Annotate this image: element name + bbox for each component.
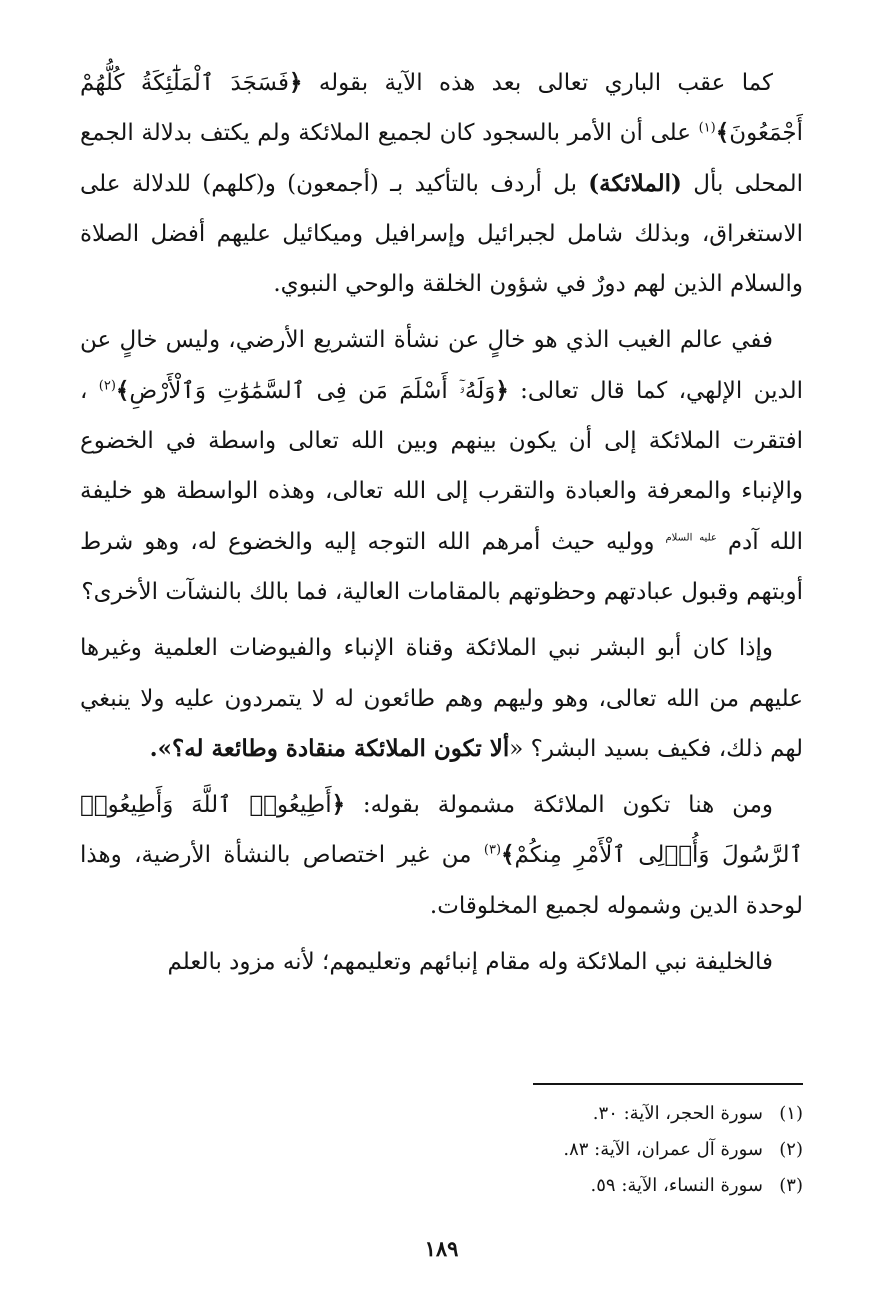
footnote-divider xyxy=(533,1083,803,1085)
footnote-number: (١) xyxy=(779,1103,803,1124)
salutation-glyph: عليه السلام xyxy=(665,532,717,544)
text-segment: من غير اختصاص بالنشأة الأرضية، وهذا لوحدة الدين وشموله لجميع المخلوقات. xyxy=(80,842,803,919)
quran-bracket-close: ﴾ xyxy=(715,119,730,147)
paragraph-4 xyxy=(80,780,803,931)
quran-bracket-close: ﴾ xyxy=(115,376,130,404)
footnote-number: (٣) xyxy=(779,1175,803,1196)
quran-verse: وَلَهُۥٓ أَسْلَمَ مَن فِى ٱلسَّمَٰوَٰتِ وَٱلْأَرْضِ xyxy=(129,377,496,404)
footnote-ref-3: (٣) xyxy=(483,842,502,858)
quran-bracket-open: ﴿ xyxy=(289,69,303,96)
footnote-ref-2: (٢) xyxy=(98,378,116,394)
quran-bracket-open: ﴿ xyxy=(331,791,346,819)
paragraph-5 xyxy=(80,937,803,987)
text-segment: فالخليفة نبي الملائكة وله مقام إنبائهم وتعليمهم؛ لأنه مزود بالعلم xyxy=(167,949,773,976)
text-segment: ووليه حيث أمرهم الله التوجه إليه والخضوع له، وهو شرط أوبتهم وقبول عبادتهم وحظوتهم بالمقامات العالية، فما بالك بالنشآت الأخرى؟ xyxy=(80,528,803,605)
footnote-number: (٢) xyxy=(779,1139,803,1160)
footnote-text: سورة الحجر، الآية: ٣٠. xyxy=(592,1103,763,1124)
text-segment: وإذا كان أبو البشر نبي الملائكة وقناة الإنباء والفيوضات العلمية وغيرها عليهم من الله تعالى، وهو وليهم وهم طائعون له لا يتمردون عليه ولا ينبغي لهم ذلك، فكيف بسيد البشر؟ « xyxy=(80,635,803,762)
text-segment: كما عقب الباري تعالى بعد هذه الآية بقوله xyxy=(302,70,773,96)
quran-bracket-open: ﴿ xyxy=(495,376,509,404)
bold-quote: ألا تكون الملائكة منقادة وطائعة له؟ xyxy=(172,734,510,762)
page-number: ١٨٩ xyxy=(424,1236,459,1261)
paragraph-2 xyxy=(80,315,803,617)
footnote-text: سورة النساء، الآية: ٥٩. xyxy=(590,1175,763,1196)
bold-term: (الملائكة) xyxy=(588,169,682,197)
footnote-text: سورة آل عمران، الآية: ٨٣. xyxy=(563,1139,763,1160)
text-segment: ، افتقرت الملائكة إلى أن يكون بينهم وبين الله تعالى واسطة في الخضوع والإنباء والمعرفة والعبادة والتقرب إلى الله تعالى، وهذه الواسطة هو خليفة الله آدم xyxy=(80,377,803,555)
quran-bracket-close: ﴾ xyxy=(501,841,515,869)
text-segment: ففي عالم الغيب الذي هو خالٍ عن نشأة التشريع الأرضي، وليس خالٍ عن الدين الإلهي، كما قال تعالى: xyxy=(80,327,804,404)
footnote-ref-1: (١) xyxy=(698,120,716,136)
paragraph-3 xyxy=(80,623,803,774)
quran-verse: أَطِيعُوا۟ ٱللَّهَ وَأَطِيعُوا۟ ٱلرَّسُولَ وَأُو۟لِى ٱلْأَمْرِ مِنكُمْ xyxy=(80,792,803,869)
main-text xyxy=(80,58,803,987)
footnote-3 xyxy=(80,1168,803,1204)
text-segment: بل أردف بالتأكيد بـ (أجمعون) و(كلهم) للدلالة على الاستغراق، وبذلك شامل لجبرائيل وإسرافيل وميكائيل عليهم أفضل الصلاة والسلام الذين لهم دورٌ في شؤون الخلقة والوحي النبوي. xyxy=(80,170,803,298)
paragraph-1 xyxy=(80,58,803,309)
text-segment: ». xyxy=(149,734,172,762)
text-segment: ومن هنا تكون الملائكة مشمولة بقوله: xyxy=(345,792,773,819)
text-segment: على أن الأمر بالسجود كان لجميع الملائكة ولم يكتف بدلالة الجمع المحلى بأل xyxy=(80,120,803,197)
quran-verse: فَسَجَدَ ٱلْمَلَٰٓئِكَةُ كُلُّهُمْ أَجْمَعُونَ xyxy=(80,70,803,147)
footnote-2 xyxy=(80,1132,803,1168)
footnotes xyxy=(80,1096,803,1204)
footnote-1 xyxy=(80,1096,803,1132)
